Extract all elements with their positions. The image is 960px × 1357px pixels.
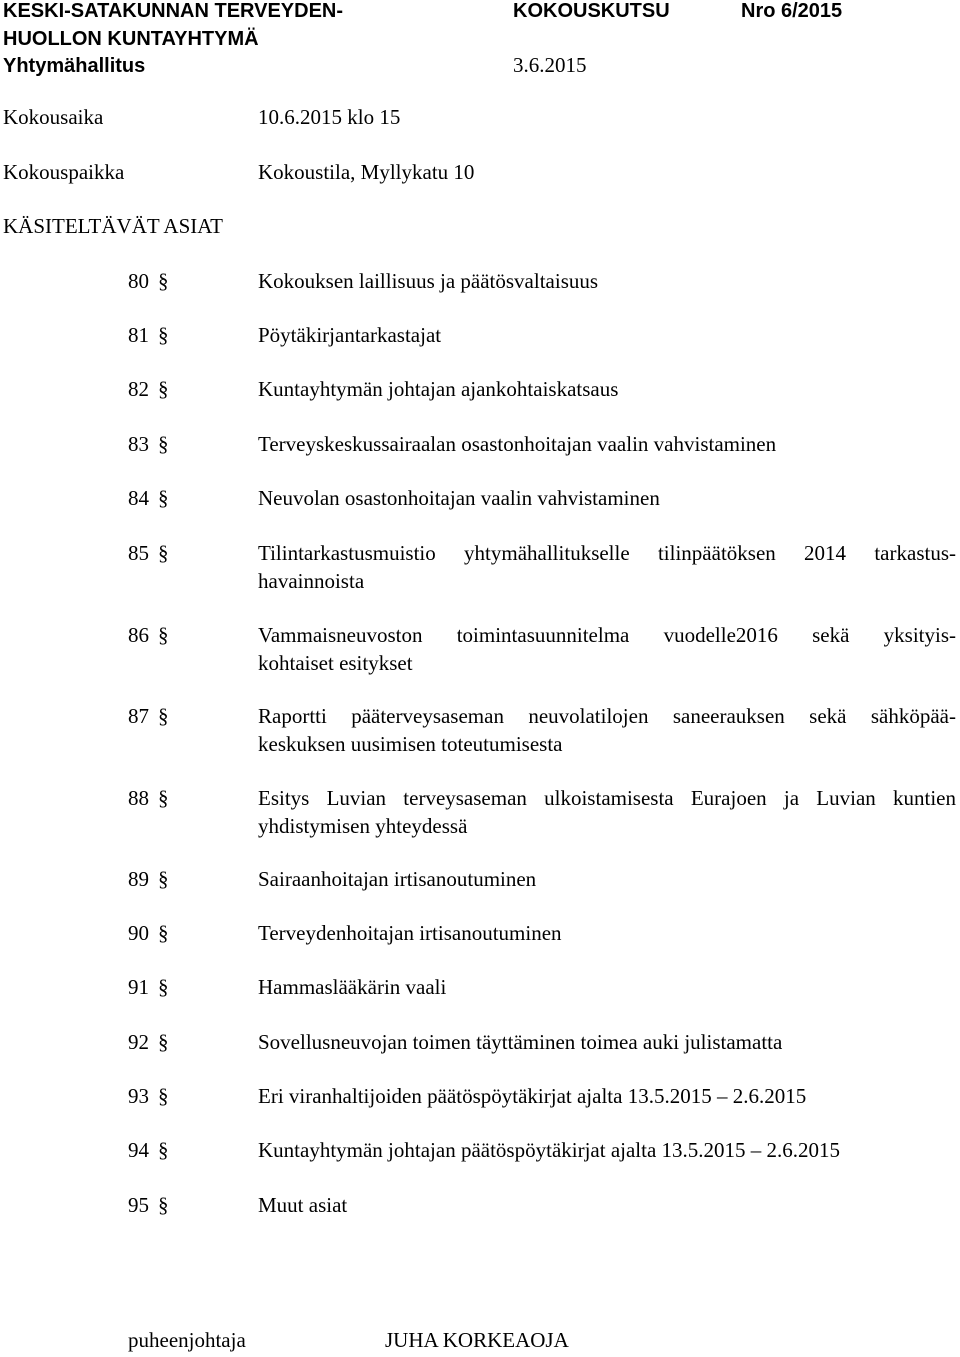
section-sign: § bbox=[158, 486, 169, 510]
section-sign: § bbox=[158, 704, 169, 728]
section-sign: § bbox=[158, 1138, 169, 1162]
agenda-heading: KÄSITELTÄVÄT ASIAT bbox=[3, 214, 223, 238]
agenda-item-number: 86 bbox=[128, 623, 149, 647]
agenda-item-number: 95 bbox=[128, 1193, 149, 1217]
section-sign: § bbox=[158, 786, 169, 810]
agenda-item-title bbox=[258, 321, 956, 349]
agenda-item-title-line: Sairaanhoitajan irtisanoutuminen bbox=[258, 867, 537, 891]
agenda-item-title-line: Pöytäkirjantarkastajat bbox=[258, 323, 442, 347]
agenda-item-title-line: Eri viranhaltijoiden päätöspöytäkirjat ajalta 13.5.2015 – 2.6.2015 bbox=[258, 1084, 807, 1108]
agenda-item-title bbox=[258, 375, 956, 403]
meeting-time-value: 10.6.2015 klo 15 bbox=[258, 105, 401, 129]
agenda-item-title bbox=[258, 484, 956, 512]
organization-name-line1: KESKI-SATAKUNNAN TERVEYDEN- bbox=[3, 0, 344, 22]
agenda-item-title-line: Kuntayhtymän johtajan ajankohtaiskatsaus bbox=[258, 377, 619, 401]
agenda-item-number: 80 bbox=[128, 269, 149, 293]
agenda-item-title bbox=[258, 784, 956, 840]
agenda-item-title bbox=[258, 1191, 956, 1219]
document-date: 3.6.2015 bbox=[513, 53, 587, 77]
agenda-item-title bbox=[258, 430, 956, 458]
agenda-item-number: 87 bbox=[128, 704, 149, 728]
agenda-item-title bbox=[258, 267, 956, 295]
agenda-item-number: 83 bbox=[128, 432, 149, 456]
agenda-item-number: 84 bbox=[128, 486, 149, 510]
agenda-item-title bbox=[258, 919, 956, 947]
section-sign: § bbox=[158, 867, 169, 891]
meeting-time-label: Kokousaika bbox=[3, 105, 104, 129]
section-sign: § bbox=[158, 1193, 169, 1217]
section-sign: § bbox=[158, 1084, 169, 1108]
agenda-item-title-line: Raportti pääterveysaseman neuvolatilojen saneerauksen sekä sähköpää- bbox=[258, 704, 956, 728]
agenda-item-title-line: Tilintarkastusmuistio yhtymähallitukselle tilinpäätöksen 2014 tarkastus- bbox=[258, 541, 956, 565]
agenda-item-title-line: keskuksen uusimisen toteutumisesta bbox=[258, 732, 563, 756]
meeting-place-value: Kokoustila, Myllykatu 10 bbox=[258, 160, 475, 184]
agenda-item-number: 93 bbox=[128, 1084, 149, 1108]
agenda-item-title bbox=[258, 539, 956, 595]
section-sign: § bbox=[158, 623, 169, 647]
document-number: Nro 6/2015 bbox=[741, 0, 843, 22]
agenda-item-title-line: Neuvolan osastonhoitajan vaalin vahvistaminen bbox=[258, 486, 660, 510]
signature-name: JUHA KORKEAOJA bbox=[385, 1328, 569, 1352]
meeting-place-label: Kokouspaikka bbox=[3, 160, 125, 184]
agenda-item-title bbox=[258, 1082, 956, 1110]
body-name: Yhtymähallitus bbox=[3, 55, 146, 77]
agenda-item-number: 88 bbox=[128, 786, 149, 810]
agenda-item-number: 94 bbox=[128, 1138, 149, 1162]
agenda-item-number: 91 bbox=[128, 975, 149, 999]
agenda-item-number: 82 bbox=[128, 377, 149, 401]
section-sign: § bbox=[158, 377, 169, 401]
agenda-item-title-line: yhdistymisen yhteydessä bbox=[258, 814, 468, 838]
agenda-item-number: 92 bbox=[128, 1030, 149, 1054]
agenda-item-title bbox=[258, 973, 956, 1001]
section-sign: § bbox=[158, 269, 169, 293]
agenda-item-number: 90 bbox=[128, 921, 149, 945]
agenda-item-number: 81 bbox=[128, 323, 149, 347]
agenda-item-title-line: Terveyskeskussairaalan osastonhoitajan vaalin vahvistaminen bbox=[258, 432, 777, 456]
agenda-item-title bbox=[258, 865, 956, 893]
organization-name-line2: HUOLLON KUNTAYHTYMÄ bbox=[3, 28, 259, 50]
agenda-item-title-line: Kokouksen laillisuus ja päätösvaltaisuus bbox=[258, 269, 599, 293]
agenda-item-title-line: Hammaslääkärin vaali bbox=[258, 975, 447, 999]
agenda-item-title bbox=[258, 1136, 956, 1164]
signature-role: puheenjohtaja bbox=[128, 1328, 246, 1352]
section-sign: § bbox=[158, 323, 169, 347]
agenda-item-number: 85 bbox=[128, 541, 149, 565]
section-sign: § bbox=[158, 432, 169, 456]
agenda-item-title-line: Sovellusneuvojan toimen täyttäminen toimea auki julistamatta bbox=[258, 1030, 783, 1054]
agenda-item-title-line: Terveydenhoitajan irtisanoutuminen bbox=[258, 921, 562, 945]
section-sign: § bbox=[158, 975, 169, 999]
agenda-item-title-line: Esitys Luvian terveysaseman ulkoistamisesta Eurajoen ja Luvian kuntien bbox=[258, 786, 956, 810]
agenda-item-title-line: Vammaisneuvoston toimintasuunnitelma vuodelle2016 sekä yksityis- bbox=[258, 623, 956, 647]
agenda-item-title bbox=[258, 702, 956, 758]
section-sign: § bbox=[158, 921, 169, 945]
agenda-item-title-line: Kuntayhtymän johtajan päätöspöytäkirjat ajalta 13.5.2015 – 2.6.2015 bbox=[258, 1138, 841, 1162]
agenda-item-title bbox=[258, 621, 956, 677]
section-sign: § bbox=[158, 541, 169, 565]
document-type: KOKOUSKUTSU bbox=[513, 0, 670, 22]
agenda-item-title bbox=[258, 1028, 956, 1056]
agenda-item-title-line: Muut asiat bbox=[258, 1193, 348, 1217]
section-sign: § bbox=[158, 1030, 169, 1054]
agenda-item-title-line: havainnoista bbox=[258, 569, 365, 593]
agenda-item-title-line: kohtaiset esitykset bbox=[258, 651, 413, 675]
agenda-item-number: 89 bbox=[128, 867, 149, 891]
